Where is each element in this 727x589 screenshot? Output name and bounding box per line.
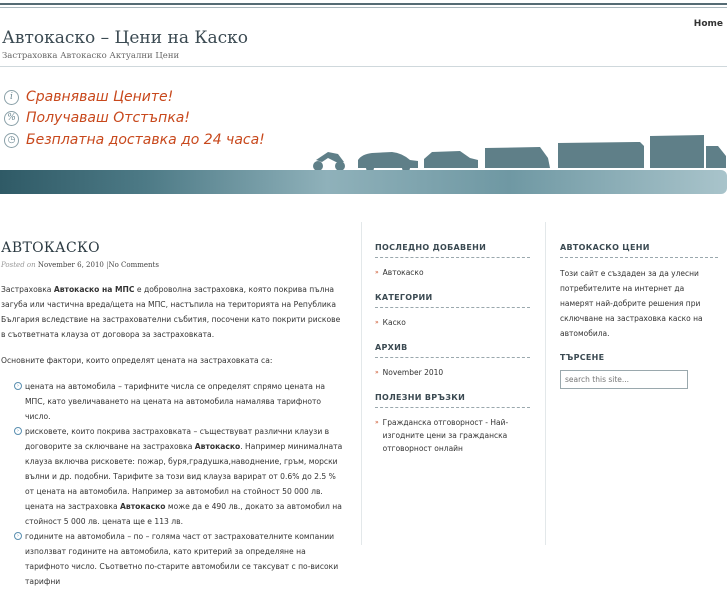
banner-road-bar: [0, 170, 727, 194]
header-divider: [0, 66, 727, 67]
recent-posts-heading: ПОСЛЕДНО ДОБАВЕНИ: [375, 243, 487, 252]
banner-line-discount: [4, 109, 190, 127]
site-description: Застраховка Автокаско Актуални Цени: [2, 51, 180, 61]
category-item[interactable]: » Каско: [375, 318, 406, 327]
search-heading: ТЪРСЕНЕ: [560, 353, 605, 362]
column-divider: [545, 222, 546, 545]
vehicles-silhouette-icon: [300, 130, 727, 172]
site-title[interactable]: Автокаско – Цени на Каско: [2, 28, 249, 48]
posted-on-label: Posted on: [1, 261, 36, 269]
arrow-icon: »: [375, 369, 379, 376]
column-divider: [361, 222, 362, 545]
meta-separator: |: [106, 261, 109, 269]
factors-intro: Основните фактори, които определят цената на застраховката са:: [1, 356, 273, 365]
post-content: [1, 282, 344, 589]
list-item: › цената на автомобила – тарифните числа се определят спрямо цената на МПС, като увеличаването на цената на автомобила намалява тарифното число.: [15, 379, 344, 424]
search-input[interactable]: [560, 370, 688, 389]
info-icon: i: [4, 90, 19, 105]
factors-list: [15, 379, 344, 589]
arrow-icon: »: [375, 269, 379, 276]
post-date-link[interactable]: November 6, 2010: [37, 261, 104, 269]
archive-item[interactable]: » November 2010: [375, 368, 444, 377]
bullet-arrow-icon: ›: [14, 427, 22, 435]
arrow-icon: »: [375, 419, 379, 426]
search-widget: [560, 353, 718, 389]
bullet-arrow-icon: ›: [14, 532, 22, 540]
banner-text: Получаваш Отстъпка!: [26, 110, 190, 126]
recent-posts-widget: [375, 243, 530, 279]
percent-icon: %: [4, 111, 19, 126]
list-item: › годините на автомобила – по – голяма част от застрахователните компании използват годините на автомобила, като критерий за определяне на тарифното число. Съответно по-старите автомобили се таксуват с по-високи тарифни: [15, 529, 344, 589]
about-heading: АВТОКАСКО ЦЕНИ: [560, 243, 650, 252]
recent-post-item[interactable]: » Автокаско: [375, 268, 424, 277]
useful-link-item[interactable]: » Гражданска отговорност - Най-изгодните цени за гражданска отговорност онлайн: [375, 418, 509, 453]
nav-home-link[interactable]: Home: [693, 19, 723, 29]
top-border: [0, 3, 727, 5]
widget-divider: [560, 257, 718, 258]
archive-heading: АРХИВ: [375, 343, 408, 352]
arrow-icon: »: [375, 319, 379, 326]
banner-text: Сравняваш Цените!: [26, 89, 174, 105]
banner-text: Безплатна доставка до 24 часа!: [26, 132, 265, 148]
archive-widget: [375, 343, 530, 379]
bullet-arrow-icon: ›: [14, 382, 22, 390]
widget-divider: [375, 357, 530, 358]
header-banner: [0, 82, 727, 195]
post-comments-link[interactable]: No Comments: [108, 261, 159, 269]
categories-heading: КАТЕГОРИИ: [375, 293, 433, 302]
about-text: Този сайт е създаден за да улесни потребителите на интернет да намерят най-добрите решения при сключване на застраховка каско на автомобила.: [560, 269, 703, 338]
categories-widget: [375, 293, 530, 329]
post-title[interactable]: АВТОКАСКО: [1, 240, 100, 256]
banner-line-compare: [4, 88, 173, 106]
list-item: › рисковете, които покрива застраховката – съществуват различни клаузи в договорите за сключване на застраховка Автокаско. Например минималната клауза включва рисковете: пожар, буря,градушка,наводнение, гръм, морски вълни и др. подобни. Тарифите за този вид клауза варират от 0.6% до 2.5 % от цената на автомобила. Например за автомобил на стойност 50 000 лв. цената на застраховка Автокаско може да е 490 лв., докато за автомобил на стойност 5 000 лв. цената ще е 113 лв.: [15, 424, 344, 529]
useful-links-heading: ПОЛЕЗНИ ВРЪЗКИ: [375, 393, 466, 402]
banner-line-delivery: [4, 131, 265, 149]
secondary-sidebar: [560, 243, 718, 403]
useful-links-widget: [375, 393, 530, 455]
widget-divider: [375, 407, 530, 408]
clock-icon: ◷: [4, 133, 19, 148]
primary-sidebar: [375, 243, 530, 469]
widget-divider: [375, 257, 530, 258]
post-intro: Застраховка Автокаско на МПС е доброволна застраховка, която покрива пълна загуба или частична вреда/щета на МПС, настъпила на територията на Република България вследствие на застрахователни събития, посочени като покрити рискове в съответната клауза от договора за застраховката.: [1, 285, 341, 339]
about-widget: [560, 243, 718, 341]
post-meta: [1, 261, 159, 269]
widget-divider: [375, 307, 530, 308]
top-border-thin: [0, 7, 727, 8]
